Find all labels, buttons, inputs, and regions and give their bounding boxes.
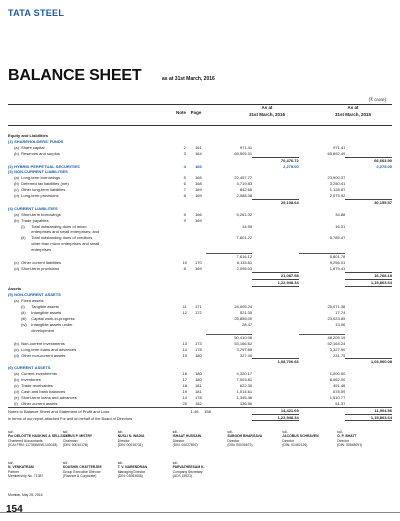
row-sub-index: (e) <box>14 394 19 400</box>
row-2015-item: 17.74 <box>335 310 346 316</box>
signatory-r2: Membership No. 71387 <box>8 474 44 479</box>
row-index: (2) <box>8 163 13 169</box>
row-2016-item: 521.35 <box>239 310 253 316</box>
signatory-r2: (DIN: 00027891) <box>172 443 198 448</box>
row-page: 166 <box>195 175 202 181</box>
row-sublabel: Capital work-in-progress <box>31 316 75 322</box>
row-2015-item: 65,692.49 <box>327 150 346 156</box>
row-label: Cash and bank balances <box>21 388 66 394</box>
signatory-r2: (DIN: 03083605) <box>117 474 143 479</box>
row-2016-item: 25,855.00 <box>234 316 253 322</box>
row-2015-item: 1,128.87 <box>329 187 346 193</box>
row-2016-item: 1,345.46 <box>236 394 253 400</box>
row-sublabel: Intangible assets <box>31 310 62 316</box>
row-2015-total: 1,03,960.08 <box>345 359 392 365</box>
row-label: Non-current investments <box>21 340 65 346</box>
row-page: 169 <box>195 266 202 272</box>
row-sub-index: (c) <box>14 187 19 193</box>
signatory-name: T. V. NARENDRAN <box>117 465 147 470</box>
row-label: Inventories <box>21 377 41 383</box>
row-note: 14 <box>182 394 187 400</box>
row-2015-item: 8,062.00 <box>329 377 346 383</box>
table-row <box>8 272 392 279</box>
row-2015-item: 23,900.37 <box>327 175 346 181</box>
row-sublabel: Total outstanding dues of micro <box>31 223 87 229</box>
table-row <box>8 279 392 286</box>
row-index: Assets <box>8 286 22 292</box>
row-2015-item: 25,071.38 <box>327 304 346 310</box>
row-note: 10 <box>182 259 187 265</box>
row-label: (i) <box>21 304 25 310</box>
row-2016-item: 53,166.62 <box>234 340 253 346</box>
signatory <box>8 430 70 448</box>
row-index: (4) <box>8 205 13 211</box>
row-note: 16 <box>182 371 187 377</box>
row-2015-item: 1,675.41 <box>329 266 346 272</box>
row-2016-item: 1,014.61 <box>236 388 253 394</box>
row-label: (iii) <box>21 316 27 322</box>
row-label: Other current liabilities <box>21 259 61 265</box>
row-2016-item: 14.90 <box>242 223 253 229</box>
row-2015-item: 1,000.00 <box>329 371 346 377</box>
currency-note: (₹ crore) <box>368 97 386 102</box>
signatory-r1: Director <box>117 438 130 443</box>
row-2015-item <box>299 279 346 286</box>
row-page: 173 <box>195 340 202 346</box>
row-label: Long-term loans and advances <box>21 346 77 352</box>
row-2015-item: 3,250.41 <box>329 181 346 187</box>
row-label <box>21 279 31 286</box>
row-2016-total: 70,476.72 <box>252 157 299 163</box>
row-2016-total: 1,22,948.34 <box>252 279 299 286</box>
signatory-mark: sd/- <box>337 430 343 434</box>
row-label: Share capital <box>21 144 45 150</box>
signatory <box>118 461 147 479</box>
signatory <box>173 461 205 479</box>
signatory-mark: sd/- <box>282 430 288 434</box>
row-sublabel: enterprises <box>31 247 52 253</box>
signatory-name: SUBODH BHARGAVA <box>227 434 263 439</box>
row-sub-index: (a) <box>14 211 19 217</box>
row-sub-index: (d) <box>14 388 19 394</box>
row-page: 181 <box>195 383 202 389</box>
page-subtitle: as at 31st March, 2016 <box>162 76 215 82</box>
row-2016-item: 2,095.03 <box>236 266 253 272</box>
row-label: Other long-term liabilities <box>21 187 66 193</box>
row-2016-item: 7,601.22 <box>236 235 253 241</box>
signatory-r1: Managing Director <box>117 469 146 474</box>
signatory-mark: sd/- <box>8 461 14 465</box>
row-index: (3) <box>8 169 13 175</box>
row-page: 180 <box>195 371 202 377</box>
row-2016-total: 21,087.98 <box>252 272 299 279</box>
row-2015-item: 1,510.77 <box>329 394 346 400</box>
row-sub-index: (d) <box>14 266 19 272</box>
row-2016-item: 28.47 <box>242 322 253 328</box>
row-2016-item <box>206 272 253 279</box>
row-2016-item: 50,410.06 <box>206 334 253 340</box>
footer-rule <box>0 512 400 513</box>
row-note <box>178 414 191 421</box>
row-index: Equity and Liabilities <box>8 133 49 138</box>
row-2015-item: 23,023.65 <box>327 316 346 322</box>
signatory-mark: sd/- <box>172 430 179 434</box>
signatory-r2: (DIN: 01462126) <box>282 443 308 448</box>
row-note: 19 <box>182 388 187 394</box>
page-title: BALANCE SHEET <box>8 67 142 84</box>
row-sub-index: SHAREHOLDERS' FUNDS <box>14 138 64 144</box>
row-2016-total: 2,275.00 <box>283 163 299 169</box>
signatory-r2: (DIN: 00010178) <box>62 443 88 448</box>
row-label: Deferred tax liabilities (net) <box>21 181 69 187</box>
signatory-r2: (DIN: 00548091) <box>337 443 363 448</box>
row-note: 7 <box>183 187 186 193</box>
row-2016-item: 622.30 <box>239 383 253 389</box>
signatory <box>118 430 145 448</box>
notes-text: Notes to Balance Sheet and Statement of Profit and Loss <box>8 409 110 414</box>
row-2016-item: 7,616.12 <box>206 254 253 260</box>
row-sub-index: (d) <box>14 352 19 358</box>
signatory-mark: sd/- <box>62 461 69 465</box>
row-2015-item: 5,801.78 <box>299 254 346 260</box>
row-2015-total: 66,663.90 <box>345 157 392 163</box>
row-2016-total: 1,22,948.34 <box>252 414 299 421</box>
row-note: 8 <box>183 266 186 272</box>
row-sublabel: Total outstanding dues of creditors <box>31 235 93 241</box>
row-sub-index: (b) <box>14 340 19 346</box>
signatory-mark: sd/- <box>8 430 14 434</box>
row-2016-item <box>206 414 253 421</box>
signatory <box>63 461 102 479</box>
row-sub-index: (c) <box>14 346 19 352</box>
row-sublabel <box>31 272 178 279</box>
row-note: 12 <box>182 310 187 316</box>
row-label: Short-term provisions <box>21 266 60 272</box>
row-page <box>191 272 205 279</box>
row-2016-item: 842.66 <box>239 187 253 193</box>
brand-logo: TATA STEEL <box>8 8 65 18</box>
table-row <box>8 347 392 353</box>
row-sub-index: NON-CURRENT ASSETS <box>14 292 61 298</box>
row-sublabel: enterprises and small enterprises; and <box>31 229 100 235</box>
signatory-r2: (ICAI FRN: 117366W/W-100018) <box>8 443 58 448</box>
row-page: 180 <box>195 377 202 383</box>
row-note: 5 <box>183 211 186 217</box>
header-rule-bottom <box>8 125 392 126</box>
row-page: 172 <box>195 310 202 316</box>
col-asat1-l2: 31st March, 2016 <box>248 112 286 117</box>
place-date: Mumbai, May 25, 2016 <box>8 493 43 497</box>
signatory <box>63 430 92 448</box>
signatory-r1: Chairman <box>62 438 78 443</box>
row-2016-item: 3,719.83 <box>236 181 253 187</box>
row-label: Other current assets <box>21 401 58 406</box>
signatory-r1: Company Secretary <box>172 469 203 474</box>
row-page: 168 <box>195 181 202 187</box>
row-page: 169 <box>195 187 202 193</box>
signatory-name: ISHAAT HUSSAIN <box>172 434 202 439</box>
row-2015-item: 13.06 <box>335 322 346 328</box>
row-2015-item: 9,256.01 <box>329 259 346 265</box>
row-sublabel: Intangible assets under <box>31 322 73 328</box>
row-sub-index: (f) <box>14 401 18 406</box>
row-note: 5 <box>183 175 186 181</box>
row-2016-total: 1,08,706.66 <box>252 359 299 365</box>
row-sub-index: CURRENT ASSETS <box>14 365 51 371</box>
signatory-r1: Director <box>227 438 240 443</box>
row-2015-item: 48,205.19 <box>299 334 346 340</box>
signatory-r2: (Finance & Corporate) <box>62 474 97 479</box>
row-note: 11 <box>182 304 187 310</box>
row-note <box>178 279 191 286</box>
signatory-name: PARVATHEESAM K. <box>172 465 205 470</box>
row-2016-item: 69,505.31 <box>234 150 253 156</box>
row-sub-index: (a) <box>14 371 19 377</box>
row-2015-total: 2,275.00 <box>376 163 392 169</box>
row-page: 161 <box>195 144 202 150</box>
row-sub-index: (b) <box>14 377 19 383</box>
signatory <box>227 430 262 448</box>
row-page: 166 <box>195 163 202 169</box>
row-label <box>21 272 31 279</box>
col-asat2-l2: 31st March, 2015 <box>334 112 372 117</box>
row-sub-index: (a) <box>14 298 19 304</box>
row-sub-index: (c) <box>14 383 19 389</box>
notes-page: 158 <box>204 409 211 414</box>
row-label: Trade receivables <box>21 383 53 389</box>
row-label: Short-term loans and advances <box>21 394 77 400</box>
row-label: Fixed assets <box>21 298 44 304</box>
notes-line <box>8 407 392 414</box>
page-number: 154 <box>6 504 23 515</box>
signatory-r1: Group Executive Director <box>62 469 101 474</box>
row-page: 180 <box>195 352 202 358</box>
row-2016-item: 136.56 <box>239 401 253 406</box>
row-2015-total: 30,155.57 <box>345 199 392 205</box>
row-note: 4 <box>183 163 186 169</box>
row-note: 20 <box>182 401 187 406</box>
signatory-mark: sd/- <box>117 461 124 465</box>
row-2016-total: 29,108.64 <box>252 199 299 205</box>
row-2015-total: 1,15,863.64 <box>345 414 392 421</box>
signatory-name: KOUSHIK CHATTERJEE <box>62 465 102 470</box>
row-sub-index <box>14 279 21 286</box>
row-sub-index: (b) <box>14 181 19 187</box>
row-2016-item: 2,088.38 <box>236 193 253 199</box>
row-label: Reserves and surplus <box>21 150 60 156</box>
row-page: 164 <box>195 150 202 156</box>
row-sub-index: NON-CURRENT LIABILITIES <box>14 169 68 175</box>
signatory-r2: (ACS 15921) <box>172 474 193 479</box>
row-label: Short-term borrowings <box>21 211 61 217</box>
row-label: (i) <box>21 223 25 229</box>
signatory <box>173 430 202 448</box>
row-sub-index: (b) <box>14 150 19 156</box>
row-note: 17 <box>182 377 187 383</box>
row-sublabel <box>31 279 178 286</box>
row-2016-total: 14,421.69 <box>252 407 299 414</box>
row-page <box>191 414 205 421</box>
signatory-name: NUSLI N. WADIA <box>117 434 145 439</box>
row-2015-item: 3,327.90 <box>329 346 346 352</box>
signatory-r1: Director <box>337 438 350 443</box>
row-2015-item: 678.59 <box>333 388 346 394</box>
notes-ref: 1-46 <box>190 409 199 414</box>
signatory-mark: sd/- <box>227 430 234 434</box>
row-page: 171 <box>195 304 202 310</box>
row-sub-index: HYBRID PERPETUAL SECURITIES <box>14 163 80 169</box>
row-2016-item: 971.41 <box>239 144 253 150</box>
row-2015-item: 34.88 <box>335 211 346 217</box>
signatory-r1: Chartered Accountants <box>8 438 43 443</box>
signatory-name: CYRUS P. MISTRY <box>62 434 93 439</box>
row-sublabel: development <box>31 328 55 334</box>
row-page: 166 <box>195 211 202 217</box>
signatory-name: For DELOITTE HASKINS & SELLS LLP <box>8 434 70 439</box>
row-2015-item: 16.31 <box>335 223 346 229</box>
row-index: (5) <box>8 292 13 298</box>
signatory-r1: Director <box>172 438 185 443</box>
row-page: 169 <box>195 217 202 223</box>
row-2016-item: 3,797.89 <box>236 346 253 352</box>
row-sub-index: (a) <box>14 175 19 181</box>
row-2016-item <box>206 279 253 286</box>
signatory-r1: Director <box>282 438 295 443</box>
row-note: 2 <box>183 144 186 150</box>
row-2016-item: 5,261.02 <box>236 211 253 217</box>
row-sublabel: Tangible assets <box>31 304 59 310</box>
row-sub-index: (d) <box>14 193 19 199</box>
row-sub-index: (b) <box>14 217 19 223</box>
row-label: Long-term provisions <box>21 193 59 199</box>
signatory-mark: sd/- <box>172 461 179 465</box>
row-2015-item: 971.41 <box>333 144 346 150</box>
row-2015-total: 11,904.56 <box>345 407 392 414</box>
signatory-mark: sd/- <box>62 430 69 434</box>
row-2016-item: 6,115.81 <box>236 259 253 265</box>
row-note <box>178 272 191 279</box>
row-page: 178 <box>195 346 202 352</box>
row-note: 8 <box>183 193 186 199</box>
row-2015-item: 2,075.92 <box>329 193 346 199</box>
row-index: (1) <box>8 138 13 144</box>
row-2015-total: 16,768.18 <box>345 272 392 279</box>
row-label: Trade payables <box>21 217 49 223</box>
row-label: (ii) <box>21 235 26 241</box>
signatory <box>8 461 43 479</box>
row-page: 169 <box>195 193 202 199</box>
row-2015-item: 491.46 <box>333 383 346 389</box>
balance-sheet-table <box>8 133 392 421</box>
row-sub-index <box>14 272 21 279</box>
row-note: 15 <box>182 352 187 358</box>
row-2016-item: 7,003.81 <box>236 377 253 383</box>
row-2015-item <box>299 272 346 279</box>
row-page <box>191 279 205 286</box>
row-label: (ii) <box>21 310 26 316</box>
row-note: 13 <box>182 340 187 346</box>
row-note: 9 <box>183 217 186 223</box>
row-note: 18 <box>182 383 187 389</box>
col-asat1-l1: As at <box>261 105 273 110</box>
row-2016-item: 4,320.17 <box>236 371 253 377</box>
row-page: 182 <box>195 401 202 406</box>
signatory-name: O. P. BHATT <box>337 434 357 439</box>
row-2015-item: 231.75 <box>333 352 346 358</box>
row-index: (6) <box>8 365 13 371</box>
signatory-mark: sd/- <box>117 430 124 434</box>
signatory <box>337 430 362 448</box>
row-note: 14 <box>182 346 187 352</box>
row-page: 170 <box>195 259 202 265</box>
row-label: (iv) <box>21 322 27 328</box>
row-label: Long-term borrowings <box>21 175 61 181</box>
row-sub-index: (a) <box>14 144 19 150</box>
row-sub-index: CURRENT LIABILITIES <box>14 205 58 211</box>
signatory-name: N. VENKATRAM <box>8 465 34 470</box>
row-2015-item: 51.37 <box>335 401 346 406</box>
row-2016-item: 327.40 <box>239 352 253 358</box>
table-row <box>8 395 392 401</box>
row-sub-index: (c) <box>14 259 19 265</box>
signatory-r2: (DIN: 00035672) <box>227 443 253 448</box>
row-note: 3 <box>183 150 186 156</box>
col-asat2-l1: As at <box>347 105 359 110</box>
row-note: 6 <box>183 181 186 187</box>
terms-line: In terms of our report attached For and on behalf of the Board of Directors <box>8 417 133 421</box>
row-2015-item: 52,164.24 <box>327 340 346 346</box>
signatory <box>282 430 318 448</box>
row-page: 178 <box>195 394 202 400</box>
row-2015-total: 1,15,863.64 <box>345 279 392 286</box>
signatory-r1: Partner <box>8 469 20 474</box>
col-page: Page <box>190 110 202 115</box>
row-label: Current investments <box>21 371 57 377</box>
row-sublabel: other than micro enterprises and small <box>31 241 100 247</box>
signatory-r2: (DIN: 00015731) <box>117 443 143 448</box>
row-page: 181 <box>195 388 202 394</box>
row-2016-item: 22,457.77 <box>234 175 253 181</box>
row-2015-item: 5,785.47 <box>329 235 346 241</box>
row-label: Other non-current assets <box>21 352 66 358</box>
row-2015-item <box>299 414 346 421</box>
signatory-name: JACOBUS SCHRAVEN <box>282 434 319 439</box>
row-2016-item: 24,005.24 <box>234 304 253 310</box>
col-note: Note <box>176 110 186 115</box>
